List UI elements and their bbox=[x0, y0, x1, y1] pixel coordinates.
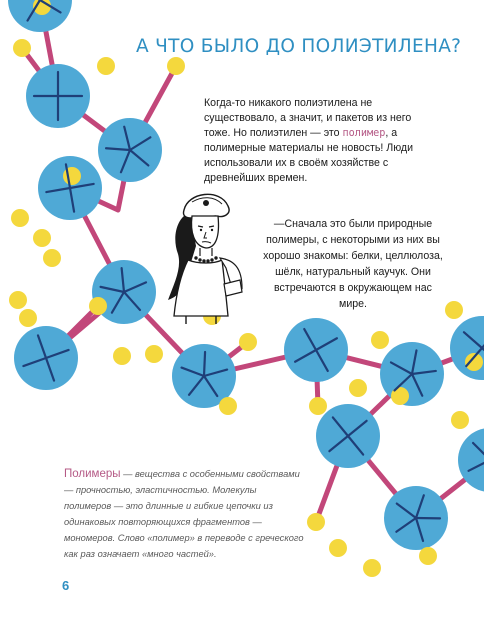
intro-paragraph bbox=[204, 96, 430, 186]
yellow-atom bbox=[329, 539, 347, 557]
yellow-atom bbox=[97, 57, 115, 75]
yellow-atom bbox=[63, 167, 81, 185]
definition-term: Полимеры bbox=[64, 468, 121, 480]
yellow-atom bbox=[349, 379, 367, 397]
intro-text-start: Когда-то никакого полиэтилена не существовало, а значит, и пакетов из него тоже. Но полиэтилен — это bbox=[204, 97, 412, 139]
yellow-atom bbox=[145, 345, 163, 363]
definition-paragraph bbox=[64, 466, 306, 562]
yellow-atom bbox=[451, 411, 469, 429]
yellow-atom bbox=[391, 387, 409, 405]
definition-text: — вещества с особенными свойствами — прочностью, эластичностью. Молекулы полимеров — это длинные и гибкие цепочки из одинаковых повторяющихся фрагментов — мономеров. Слово «полимер» в переводе с греческого как раз означает «много частей». bbox=[64, 469, 304, 559]
yellow-atom bbox=[89, 297, 107, 315]
yellow-atom bbox=[307, 513, 325, 531]
yellow-atom bbox=[309, 397, 327, 415]
quote-paragraph: —Сначала это были природные полимеры, с некоторыми из них вы хорошо знакомы: белки, целлюлоза, шёлк, натуральный каучук. Они встречаются в окружающем нас мире. bbox=[263, 218, 443, 310]
yellow-atom bbox=[371, 331, 389, 349]
yellow-atom bbox=[33, 229, 51, 247]
girl-illustration bbox=[162, 188, 252, 328]
yellow-atom bbox=[167, 57, 185, 75]
yellow-atom bbox=[19, 309, 37, 327]
yellow-atom bbox=[445, 301, 463, 319]
yellow-atom bbox=[113, 347, 131, 365]
yellow-atom bbox=[9, 291, 27, 309]
yellow-atom bbox=[43, 249, 61, 267]
blue-atom bbox=[450, 316, 484, 380]
yellow-atom bbox=[239, 333, 257, 351]
yellow-atom bbox=[419, 547, 437, 565]
yellow-atom bbox=[13, 39, 31, 57]
yellow-atom bbox=[363, 559, 381, 577]
yellow-atom bbox=[219, 397, 237, 415]
page-number: 6 bbox=[62, 578, 70, 593]
intro-text-end: , а полимерные материалы не новость! Люди использовали их в своём хозяйстве с древнейших времен. bbox=[204, 127, 414, 184]
intro-highlight-term: полимер bbox=[342, 128, 386, 139]
atom-bond-line bbox=[204, 352, 205, 376]
page-title: А ЧТО БЫЛО ДО ПОЛИЭТИЛЕНА? bbox=[136, 36, 462, 57]
yellow-atom bbox=[11, 209, 29, 227]
